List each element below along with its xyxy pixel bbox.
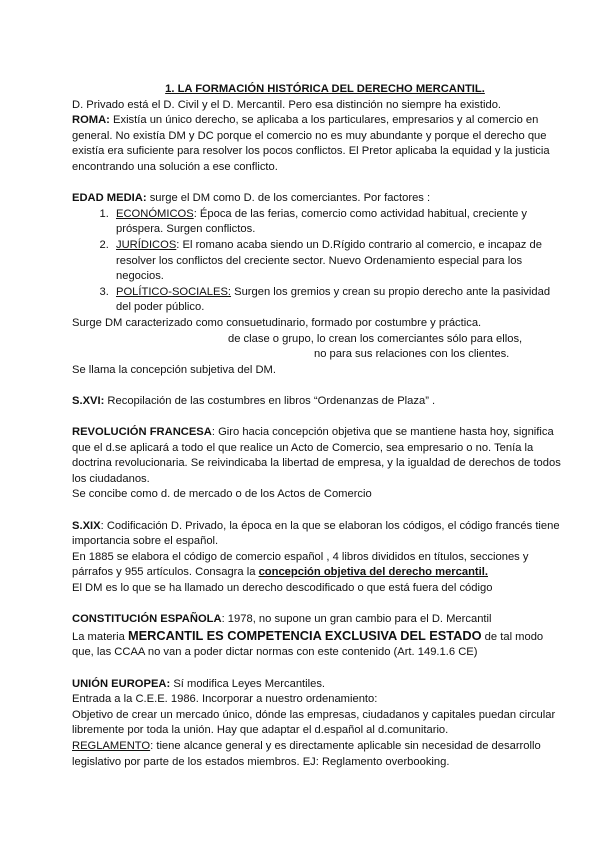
document-title: 1. LA FORMACIÓN HISTÓRICA DEL DERECHO MERCANTIL. <box>165 83 485 95</box>
reglamento-label: REGLAMENTO <box>72 739 151 752</box>
constitucion-label: CONSTITUCIÓN ESPAÑOLA <box>72 613 222 626</box>
edad-media-line: de clase o grupo, lo crean los comerciantes sólo para ellos, <box>228 332 523 345</box>
union-paragraph: UNIÓN EUROPEA: Sí modifica Leyes Mercantiles. <box>72 677 326 690</box>
factors-list <box>72 207 564 316</box>
constitucion-line: La materia MERCANTIL ES COMPETENCIA EXCLUSIVA DEL ESTADO de tal modo que, las CCAA no van a poder dictar normas con este contenido (Art. 149.1.6 CE) <box>72 627 544 659</box>
intro-paragraph: D. Privado está el D. Civil y el D. Mercantil. Pero esa distinción no siempre ha existido. <box>72 98 502 111</box>
sxvi-label: S.XVI: <box>72 394 105 407</box>
edad-media-line: Se llama la concepción subjetiva del DM. <box>72 363 276 376</box>
sxix-line: En 1885 se elabora el código de comercio español , 4 libros divididos en títulos, secciones y párrafos y 955 artículos. Consagra la concepción objetiva del derecho mercantil. <box>72 550 529 579</box>
revolucion-line: Se concibe como d. de mercado o de los Actos de Comercio <box>72 488 372 501</box>
union-line: Entrada a la C.E.E. 1986. Incorporar a nuestro ordenamiento: <box>72 693 378 706</box>
edad-media-line: no para sus relaciones con los clientes. <box>314 348 510 361</box>
reglamento-paragraph: REGLAMENTO: tiene alcance general y es directamente aplicable sin necesidad de desarrollo legislativo por parte de los estados miembros. EJ: Reglamento overbooking. <box>72 739 541 768</box>
edad-media-label: EDAD MEDIA: <box>72 192 147 205</box>
revolucion-paragraph: REVOLUCIÓN FRANCESA: Giro hacia concepción objetiva que se mantiene hasta hoy, significa que el d.se aplicará a todo el que realice un Acto de Comercio, sea empresario o no. Tenía la doctrina revolucionaria. Se reivindicaba la libertad de empresa, y la igualdad de derechos de todos los ciudadanos. <box>72 426 561 485</box>
revolucion-label: REVOLUCIÓN FRANCESA <box>72 426 212 439</box>
sxix-label: S.XIX <box>72 519 101 532</box>
edad-media-line: Surge DM caracterizado como consuetudinario, formado por costumbre y práctica. <box>72 316 482 329</box>
edad-media-text: surge el DM como D. de los comerciantes. Por factores : <box>146 192 431 205</box>
sxvi-paragraph: S.XVI: Recopilación de las costumbres en libros “Ordenanzas de Plaza” . <box>72 394 436 407</box>
sxix-paragraph: S.XIX: Codificación D. Privado, la época en la que se elaboran los códigos, el código francés tiene importancia sobre el español. <box>72 519 560 548</box>
list-item: 3. POLÍTICO-SOCIALES: Surgen los gremios y crean su propio derecho ante la pasividad del poder público. <box>112 285 564 316</box>
list-item: 1. ECONÓMICOS: Época de las ferias, comercio como actividad habitual, creciente y próspera. Surgen conflictos. <box>112 207 564 238</box>
union-label: UNIÓN EUROPEA: <box>72 677 171 690</box>
roma-paragraph <box>72 113 564 175</box>
edad-media-paragraph <box>72 191 564 207</box>
sxix-line: El DM es lo que se ha llamado un derecho descodificado o que está fuera del código <box>72 582 493 594</box>
roma-text: Existía un único derecho, se aplicaba a los particulares, empresarios y al comercio en general. No existía DM y DC porque el comercio no es muy abundante y porque el derecho que existía era suficiente para resolver los pocos conflictos. El Pretor aplicaba la equidad y la justicia encontrando una solución a ese conflicto. <box>72 114 550 173</box>
list-item: 2. JURÍDICOS: El romano acaba siendo un D.Rígido contrario al comercio, e incapaz de resolver los conflictos del creciente sector. Nuevo Ordenamiento especial para los negocios. <box>112 238 564 285</box>
roma-label: ROMA: <box>72 114 110 127</box>
constitucion-paragraph: CONSTITUCIÓN ESPAÑOLA: 1978, no supone un gran cambio para el D. Mercantil <box>72 613 492 626</box>
union-line: Objetivo de crear un mercado único, dónde las empresas, ciudadanos y capitales puedan circular libremente por toda la unión. Hay que adaptar el d.español al d.comunitario. <box>72 708 556 737</box>
